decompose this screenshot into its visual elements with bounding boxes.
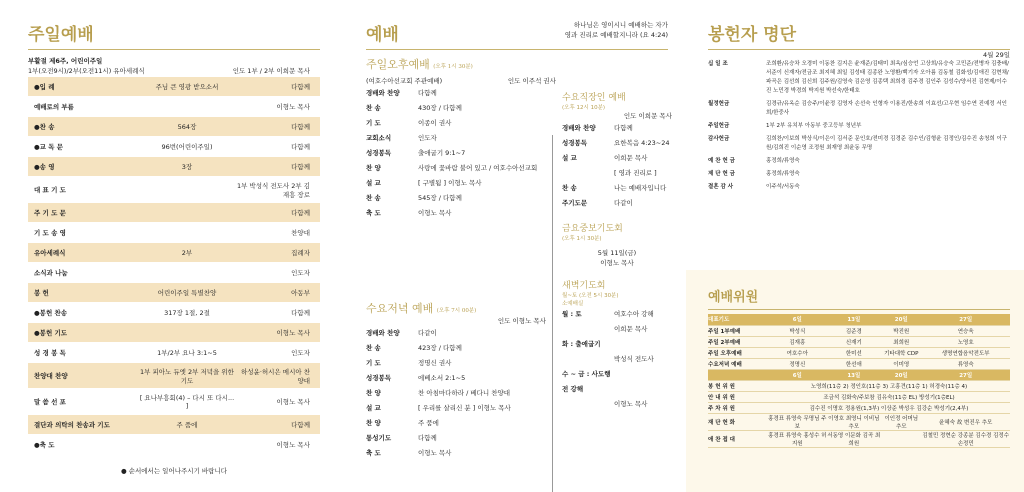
order-person: 이형노 목사	[276, 441, 310, 449]
list-item: 찬 송 430장 / 다함께	[366, 101, 566, 116]
duty-name: 윤혜숙 故 변진우 추모	[921, 413, 1010, 430]
order-item: 기 도 송 영	[34, 229, 66, 237]
item-label: 월 : 토	[562, 310, 582, 318]
list-item: 설 교 [ 우리를 살리신 분 ] 이형노 목사	[366, 401, 566, 416]
order-content: 어린이주일 특별찬양	[157, 289, 217, 297]
duty-names: 노영희(11층 2) 정인호(11층 3) 고흥견(11층 1) 허경숙(11층 4)	[768, 380, 1010, 391]
order-item: ●봉헌 기도	[34, 329, 68, 337]
order-row	[28, 223, 320, 242]
item-label: 설 교	[562, 154, 577, 162]
offering-group	[708, 100, 1010, 118]
list-item: 경배와 찬양 다함께	[366, 86, 566, 101]
list-item: 찬 양 사랑에 꽃바람 불어 있고 / 여호수아선교회	[366, 161, 566, 176]
duty-table	[708, 314, 1010, 448]
list-item: 월 : 토 여호수아 강해	[562, 307, 672, 322]
list-item: 성경봉독 에베소서 2:1~5	[366, 371, 566, 386]
order-content: [ 요나부흥회(4) – 다시 또 다시... ]	[139, 394, 235, 410]
item-label: 수 ~ 금 : 사도행전 강해	[562, 370, 611, 393]
afternoon-title: 주일오후예배	[366, 58, 430, 71]
order-item: ●축 도	[34, 441, 55, 449]
duty-name: 홍경표 류영숙 무명님 주보	[768, 413, 827, 430]
duty-role: 재 단 헌 화	[708, 413, 768, 430]
order-item: 말 씀 선 포	[34, 398, 66, 406]
offering-groups	[708, 60, 1010, 192]
order-content: 1부/2부 요나 3:1~5	[157, 349, 217, 357]
duty-name: 이미영	[881, 358, 921, 369]
order-row	[28, 363, 320, 388]
order-row	[28, 177, 320, 202]
offering-names: 조희환/유승차 오경미 이동찬 김지은 윤재준/김태미 최옥/심승언 고상희/유승숙 고민준/전병자 김충배/서준이 신재자/전금조 최지혜 최일 김성태 김종완 노영환/백기자 오아름 김동철 김화성/김애진 김현채/파곡은 김선희 김신희 김주원/김영숙 김은영 김종택 최희경 김주경 김인주 김성수/양서진 김현제/이수진 노민경 박경희 박지원 박선숙/한태호	[766, 61, 1009, 94]
list-item: 박성식 전도사	[614, 355, 654, 363]
order-person: 이형노 목사	[276, 398, 310, 406]
order-row	[28, 117, 320, 136]
duty-name: 김재흥	[768, 336, 827, 347]
offering-names: 김희찬/이보희 박상식/이은이 김서준 문인호/전미경 김경준 김수인/김형윤 김정인/김수진 송청희 이구원/김희진 이순영 조정원 최재영 최윤동 무명	[766, 136, 1008, 151]
order-row	[28, 435, 320, 454]
duty-row	[708, 314, 1010, 325]
item-label: 주기도문	[562, 199, 588, 207]
verse-line2: 영과 진리로 예배할지니라 (요 4:24)	[564, 31, 668, 39]
evening-lead: 인도 이형노 목사	[497, 317, 546, 325]
item-label: 경배와 찬양	[366, 329, 400, 337]
duty-role: 주 차 위 원	[708, 402, 768, 413]
order-person: 다함께	[291, 143, 310, 151]
order-person: 집례자	[291, 249, 310, 257]
duty-name: 20일	[881, 369, 921, 380]
order-person: 아동부	[291, 289, 310, 297]
sunday-sub2: 1부(오전9시)/2부(오전11시) 유아세례식	[28, 67, 145, 75]
duty-name: 기타대학 CDP	[881, 347, 921, 358]
order-person: 이형노 목사	[276, 329, 310, 337]
offering-group	[708, 157, 1010, 166]
item-label: 기 도	[366, 119, 381, 127]
duty-role	[708, 369, 768, 380]
item-label: 성경봉독	[366, 149, 392, 157]
afternoon-sub: (여호수아선교회 주관예배)	[366, 77, 443, 85]
afternoon-service	[366, 56, 556, 221]
offering-names: 김경규/유옥순 김승주/이윤정 김영자 손선숙 인형자 이용진/한송희 이효선/고우현 임수연 진예정 서인희/한중사	[766, 101, 1007, 116]
duty-role: 애 찬 접 대	[708, 430, 768, 447]
order-item: 대 표 기 도	[34, 186, 66, 194]
order-row	[28, 77, 320, 96]
duty-row	[708, 430, 1010, 447]
duty-name	[881, 430, 921, 447]
order-content: 주님 큰 영광 받으소서	[155, 83, 219, 91]
duty-names: 조금석 김화숙/주보참 김유숙(11층 EL) 방성기(1층EL)	[768, 391, 1010, 402]
worship-title: 예배	[366, 25, 399, 45]
order-item: 소식과 나눔	[34, 269, 68, 277]
duty-name: 6일	[768, 314, 827, 325]
offering-type: 예 찬 헌 금	[708, 158, 735, 164]
list-item: 찬 양 주 품에	[366, 416, 566, 431]
item-label: 성경봉독	[562, 139, 588, 147]
item-label: 찬 양	[366, 389, 381, 397]
duty-name: 13일	[827, 314, 882, 325]
order-row	[28, 157, 320, 176]
order-item: 결단과 의탁의 찬송과 기도	[34, 421, 110, 429]
duty-row	[708, 380, 1010, 391]
item-label: 찬 송	[366, 104, 381, 112]
order-item: ●송 영	[34, 163, 55, 171]
duty-name: 이영호 최영니 이비님 추모	[827, 413, 882, 430]
wed-lead: 인도 이희문 목사	[623, 112, 672, 120]
offering-group	[708, 60, 1010, 96]
offering-date: 4월 29일	[982, 51, 1010, 59]
list-item: 설 교 [ 구별됨 ] 이형노 목사	[366, 176, 566, 191]
duty-name: 27일	[921, 369, 1010, 380]
duty-role: 주일 1부예배	[708, 325, 768, 336]
list-item: 이형노 목사	[614, 400, 648, 408]
offering-type: 감사헌금	[708, 136, 730, 142]
dawn-time: 월~토 (오전 5시 30분)	[562, 293, 619, 299]
sunday-service-title: 주일예배	[28, 25, 94, 45]
duty-name: 20일	[881, 314, 921, 325]
item-label: 설 교	[366, 404, 381, 412]
sunday-order-list	[28, 77, 320, 454]
list-item: [ 영과 진리로 ]	[614, 169, 657, 177]
sunday-sub1: 부활절 제6주, 어린이주일	[28, 57, 103, 65]
list-item: 주기도문 다같이	[562, 196, 672, 211]
order-person: 이형노 목사	[276, 103, 310, 111]
order-item: 유아세례식	[34, 249, 66, 257]
order-person: 하성윤·허시은 메시아 찬양대	[241, 367, 310, 385]
duty-role: 안 내 위 원	[708, 391, 768, 402]
order-person: 인도자	[291, 349, 310, 357]
offering-type: 십 일 조	[708, 61, 728, 67]
list-item: 경배와 찬양 다같이	[366, 326, 566, 341]
list-item: 축 도 이형노 목사	[366, 206, 566, 221]
duty-role: 봉 헌 위 원	[708, 380, 768, 391]
order-item: 주 기 도 문	[34, 209, 66, 217]
duty-name: 신재기	[827, 336, 882, 347]
duty-row	[708, 336, 1010, 347]
order-person: 인도자	[291, 269, 310, 277]
duty-name: 홍경표 류영숙 홍성수 허지원	[768, 430, 827, 447]
duty-row	[708, 391, 1010, 402]
worship-panel	[336, 0, 676, 492]
order-person: 다함께	[291, 123, 310, 131]
duty-role: 수요저녁 예배	[708, 358, 768, 369]
order-item: ●교 독 문	[34, 143, 64, 151]
duty-name: 김준경	[827, 325, 882, 336]
order-person: 다함께	[291, 83, 310, 91]
order-item: 예배로의 부름	[34, 103, 74, 111]
order-item: ●찬 송	[34, 123, 55, 131]
offering-names: 이주석/서동숙	[766, 184, 800, 190]
duty-name: 박진원	[881, 325, 921, 336]
item-label: 찬 송	[366, 194, 381, 202]
list-item: 교회소식 인도자	[366, 131, 566, 146]
offering-group	[708, 183, 1010, 192]
fri-date: 5월 11일(금)	[597, 249, 637, 257]
fri-title: 금요중보기도회	[562, 224, 623, 234]
item-label: 교회소식	[366, 134, 392, 142]
list-item: 축 도 이형노 목사	[366, 446, 566, 461]
offering-type: 주일헌금	[708, 123, 730, 129]
wed-time: (오후 12시 10분)	[562, 105, 606, 111]
item-label: 화 : 출애굽기	[562, 340, 601, 348]
duty-name: 생명연합음악전도부	[921, 347, 1010, 358]
order-item: ●입 례	[34, 83, 55, 91]
item-label: 설 교	[366, 179, 381, 187]
duty-role: 대표기도	[708, 314, 768, 325]
offering-type: 제 단 헌 금	[708, 171, 735, 177]
offering-names: 홍정희/류영숙	[766, 171, 800, 177]
order-content: 1부 피아노 듀엣 2부 저녁을 위한 기도	[140, 367, 234, 385]
order-row	[28, 323, 320, 342]
duty-role: 주일 2부예배	[708, 336, 768, 347]
list-item: 성경봉독 출애굽기 9:1~7	[366, 146, 566, 161]
list-item	[562, 337, 672, 352]
list-item: 경배와 찬양 다함께	[562, 121, 672, 136]
evening-time: (오후 7시 00분)	[436, 308, 477, 314]
duty-name: 박성식	[768, 325, 827, 336]
evening-service	[366, 300, 546, 461]
verse-line1: 하나님은 영이시니 예배하는 자가	[573, 21, 668, 29]
dawn-title: 새벽기도회	[562, 281, 606, 291]
duty-name: 이인정 어머님 추모	[881, 413, 921, 430]
item-label: 경배와 찬양	[562, 124, 596, 132]
duty-row	[708, 325, 1010, 336]
item-label: 축 도	[366, 449, 381, 457]
list-item: 찬 송 나는 예배자입니다	[562, 181, 672, 196]
order-row	[28, 283, 320, 302]
offering-type: 결혼 감 사	[708, 184, 734, 190]
wednesday-worker-service	[562, 90, 672, 412]
duty-name: 연승욱	[921, 325, 1010, 336]
order-row	[28, 303, 320, 322]
order-item: 성 경 봉 독	[34, 349, 66, 357]
duty-name: 27일	[921, 314, 1010, 325]
list-item: 기 도 이종이 권사	[366, 116, 566, 131]
item-label: 통성기도	[366, 434, 392, 442]
duty-name: 류영숙	[921, 358, 1010, 369]
order-content: 564장	[177, 123, 197, 131]
offering-group	[708, 122, 1010, 131]
order-content: 96번(어린이주일)	[161, 143, 213, 151]
offering-names: 홍정희/류영숙	[766, 158, 800, 164]
item-label: 축 도	[366, 209, 381, 217]
list-item: 설 교 이희문 목사	[562, 151, 672, 166]
duty-row	[708, 413, 1010, 430]
item-label: 찬 양	[366, 164, 381, 172]
order-person: 다함께	[291, 309, 310, 317]
item-label: 성경봉독	[366, 374, 392, 382]
duty-name: 정명신	[768, 358, 827, 369]
duty-row	[708, 347, 1010, 358]
item-label: 찬 송	[366, 344, 381, 352]
duty-row	[708, 369, 1010, 380]
duty-names: 김수진 이명호 정용원(1,3부) 이상준 박성우 김강순 박성기(2,4부)	[768, 402, 1010, 413]
order-content: 2부	[181, 249, 193, 257]
item-label: 경배와 찬양	[366, 89, 400, 97]
order-item: 봉 헌	[34, 289, 49, 297]
order-row	[28, 343, 320, 362]
order-row	[28, 389, 320, 414]
item-label: 찬 양	[366, 419, 381, 427]
duty-name: 13일	[827, 369, 882, 380]
sunday-leader: 인도 1부 / 2부 이희문 목사	[232, 67, 310, 75]
duty-title: 예배위원	[708, 290, 759, 305]
order-content: 3장	[181, 163, 193, 171]
list-item: 기 도 정명신 권사	[366, 356, 566, 371]
duty-name: 노영호	[921, 336, 1010, 347]
afternoon-time: (오후 1시 30분)	[433, 64, 473, 70]
order-item: ●봉헌 찬송	[34, 309, 68, 317]
stand-note: ● 순서에서는 일어나주시기 바랍니다	[120, 467, 228, 475]
fri-time: (오후 1시 30분)	[562, 236, 602, 242]
duty-role: 주일 오후예배	[708, 347, 768, 358]
offering-type: 월정헌금	[708, 101, 730, 107]
duty-name: 김철민 정현순 강종분 김수경 김정수 손정민	[921, 430, 1010, 447]
order-person: 찬양대	[291, 229, 310, 237]
order-row	[28, 137, 320, 156]
list-item: 이희문 목사	[614, 325, 648, 333]
fri-who: 이형노 목사	[600, 259, 634, 267]
order-row	[28, 415, 320, 434]
order-content: 317장 1절, 2절	[164, 309, 210, 317]
list-item: 찬 송 423장 / 다함께	[366, 341, 566, 356]
duty-name: 6일	[768, 369, 827, 380]
offering-group	[708, 135, 1010, 153]
duty-name: 여호수아	[768, 347, 827, 358]
duty-name: 서동영 이문화 김곡 최희원	[827, 430, 882, 447]
item-label: 기 도	[366, 359, 381, 367]
list-item	[562, 367, 672, 397]
order-item: 찬양대 찬양	[34, 372, 68, 380]
list-item: 찬 양 찬 아침마다하라 / 베다니 찬양대	[366, 386, 566, 401]
order-row	[28, 243, 320, 262]
duty-row	[708, 402, 1010, 413]
list-item: 통성기도 다함께	[366, 431, 566, 446]
list-item: 성경봉독 요한복음 4:23~24	[562, 136, 672, 151]
offering-names: 1부 2부 유치부 아동부 중고등부 청년부	[766, 123, 862, 129]
sunday-service-panel	[0, 0, 330, 492]
order-person: 다함께	[291, 421, 310, 429]
order-content: 주 품에	[176, 421, 198, 429]
order-row	[28, 203, 320, 222]
duty-name: 최희원	[881, 336, 921, 347]
duty-panel	[686, 270, 1024, 492]
order-row	[28, 97, 320, 116]
order-person: 1부 박성식 전도사 2부 김재흥 장로	[236, 181, 310, 199]
duty-name: 한선애	[827, 358, 882, 369]
order-person: 다함께	[291, 209, 310, 217]
order-person: 다함께	[291, 163, 310, 171]
item-label: 찬 송	[562, 184, 577, 192]
list-item: 찬 송 545장 / 다함께	[366, 191, 566, 206]
duty-name: 한미선	[827, 347, 882, 358]
wed-title: 수요직장인 예배	[562, 93, 626, 103]
offering-title: 봉헌자 명단	[708, 25, 797, 45]
duty-row	[708, 358, 1010, 369]
evening-title: 수요저녁 예배	[366, 302, 434, 315]
offering-group	[708, 170, 1010, 179]
dawn-place: 소예배실	[562, 301, 584, 307]
order-row	[28, 263, 320, 282]
afternoon-lead: 인도 이주석 권사	[507, 77, 556, 85]
